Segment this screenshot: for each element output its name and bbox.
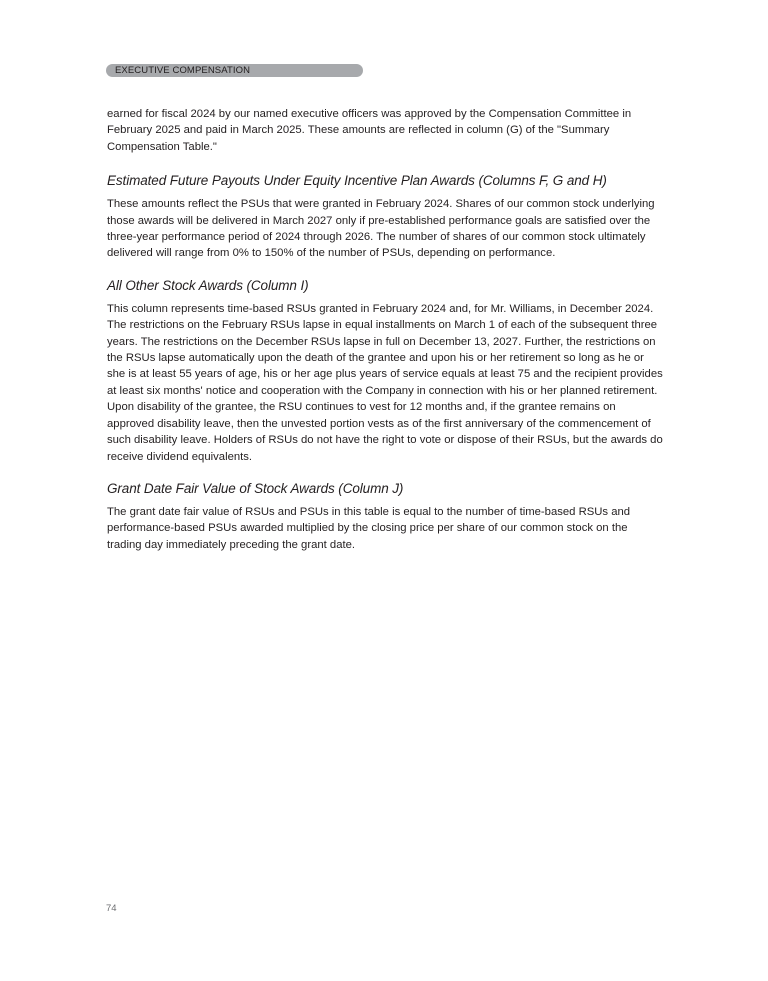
section-header-bar — [106, 64, 363, 77]
paragraph-estimated-future-payouts: These amounts reflect the PSUs that were granted in February 2024. Shares of our common stock underlying those awards will be delivered in March 2027 only if pre-established performance goals are satisfied over the three-year performance period of 2024 through 2026. The number of shares of our common stock ultimately delivered will range from 0% to 150% of the number of PSUs, depending on performance. — [107, 198, 655, 260]
section-header-label: EXECUTIVE COMPENSATION — [115, 65, 251, 76]
intro-paragraph: earned for fiscal 2024 by our named executive officers was approved by the Compensation Committee in February 2025 and paid in March 2025. These amounts are reflected in column (G) of the "Summary Compensation Table." — [107, 108, 632, 153]
heading-grant-date-fair-value: Grant Date Fair Value of Stock Awards (Column J) — [107, 480, 404, 496]
paragraph-all-other-stock-awards: This column represents time-based RSUs granted in February 2024 and, for Mr. Williams, in December 2024. The restrictions on the February RSUs lapse in equal installments on March 1 of each of the subsequent three years. The restrictions on the December RSUs lapse in full on December 13, 2027. Further, the restrictions on the RSUs lapse automatically upon the death of the grantee and upon his or her retirement so long as he or she is at least 55 years of age, his or her age plus years of service equals at least 75 and the recipient provides at least six months' notice and cooperation with the Company in connection with his or her planned retirement. Upon disability of the grantee, the RSU continues to vest for 12 months and, if the grantee remains on approved disability leave, then the unvested portion vests as of the first anniversary of the commencement of such disability leave. Holders of RSUs do not have the right to vote or dispose of their RSUs, but the awards do receive dividend equivalents. — [107, 302, 663, 463]
page-number: 74 — [106, 903, 117, 914]
paragraph-grant-date-fair-value: The grant date fair value of RSUs and PSUs in this table is equal to the number of time-based RSUs and performance-based PSUs awarded multiplied by the closing price per share of our common stock on the trading day immediately preceding the grant date. — [107, 505, 631, 551]
heading-all-other-stock-awards: All Other Stock Awards (Column I) — [107, 277, 309, 293]
document-body — [107, 106, 663, 553]
heading-estimated-future-payouts: Estimated Future Payouts Under Equity Incentive Plan Awards (Columns F, G and H) — [107, 173, 607, 189]
